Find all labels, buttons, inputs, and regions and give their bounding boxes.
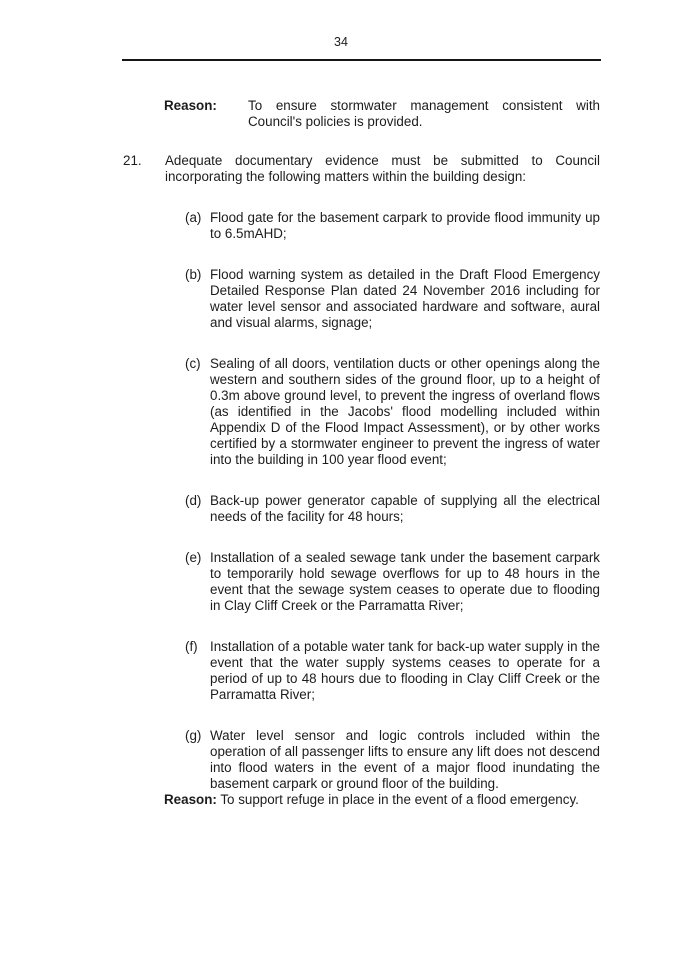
reason-label: Reason: (164, 98, 217, 113)
subitem-label: (d) (185, 493, 202, 508)
condition-subitem-list (0, 210, 682, 792)
subitem-label: (e) (185, 550, 202, 565)
header-rule (122, 59, 601, 61)
subitem-text: Back-up power generator capable of supplying all the electrical needs of the facility for 48 hours; (210, 493, 600, 524)
subitem-label: (b) (185, 267, 202, 282)
subitem-text: Flood gate for the basement carpark to provide flood immunity up to 6.5mAHD; (210, 210, 600, 241)
subitem-b (185, 267, 600, 331)
reason-text: To support refuge in place in the event of a flood emergency. (220, 792, 579, 807)
page-number: 34 (334, 35, 348, 49)
subitem-e (185, 550, 600, 614)
reason-block-bottom (164, 792, 600, 808)
reason-block-top (164, 98, 600, 130)
subitem-text: Installation of a potable water tank for back-up water supply in the event that the water supply systems ceases to operate for a period of up to 48 hours due to flooding in Clay Cliff Creek or the Parramatta River; (210, 639, 600, 702)
subitem-d (185, 493, 600, 525)
subitem-label: (g) (185, 728, 202, 743)
subitem-label: (a) (185, 210, 202, 225)
reason-label: Reason: (164, 792, 217, 807)
subitem-label: (f) (185, 639, 198, 654)
subitem-c (185, 356, 600, 468)
condition-number: 21. (123, 153, 142, 168)
condition-item-21 (123, 153, 600, 185)
subitem-text: Installation of a sealed sewage tank under the basement carpark to temporarily hold sewage overflows for up to 48 hours in the event that the sewage system ceases to operate due to flooding in Clay Cliff Creek or the Parramatta River; (210, 550, 600, 613)
subitem-text: Flood warning system as detailed in the Draft Flood Emergency Detailed Response Plan dated 24 November 2016 including for water level sensor and associated hardware and software, aural and visual alarms, signage; (210, 267, 600, 330)
reason-text: To ensure stormwater management consistent with Council's policies is provided. (248, 98, 600, 129)
subitem-text: Water level sensor and logic controls included within the operation of all passenger lifts to ensure any lift does not descend into flood waters in the event of a major flood inundating the basement carpark or ground floor of the building. (210, 728, 600, 791)
subitem-a (185, 210, 600, 242)
subitem-text: Sealing of all doors, ventilation ducts or other openings along the western and southern sides of the ground floor, up to a height of 0.3m above ground level, to prevent the ingress of overland flows (as identified in the Jacobs' flood modelling included within Appendix D of the Flood Impact Assessment), or by other works certified by a stormwater engineer to prevent the ingress of water into the building in 100 year flood event; (210, 356, 600, 467)
subitem-label: (c) (185, 356, 201, 371)
subitem-g (185, 728, 600, 792)
condition-text: Adequate documentary evidence must be submitted to Council incorporating the following matters within the building design: (165, 153, 600, 184)
subitem-f (185, 639, 600, 703)
